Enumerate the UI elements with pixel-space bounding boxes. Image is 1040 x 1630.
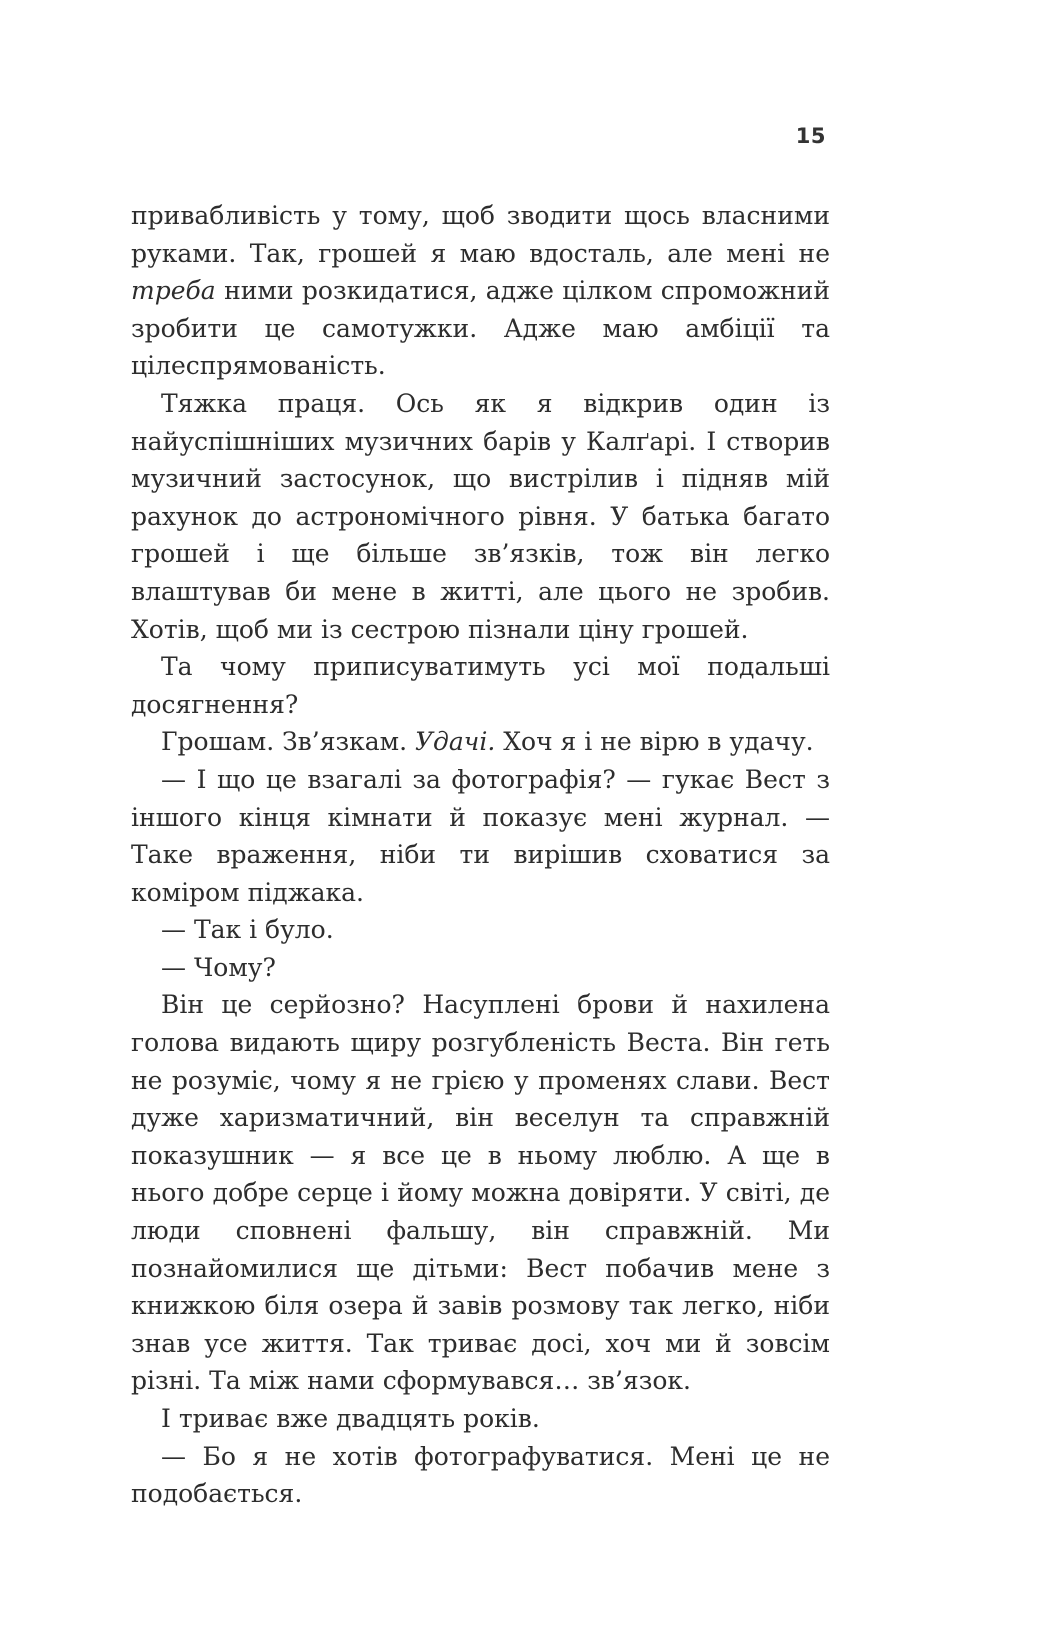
text-run: Та чому приписуватимуть усі мої подальші досягнення? (131, 652, 830, 719)
paragraph (131, 197, 830, 385)
paragraph (131, 949, 830, 987)
text-run: — Так і було. (161, 915, 334, 945)
body-text (131, 197, 830, 1513)
text-run: Він це серйозно? Насуплені брови й нахилена голова видають щиру розгубленість Веста. Він геть не розуміє, чому я не грією у променях слави. Вест дуже харизматичний, він веселун та справжній показушник — я все це в ньому люблю. А ще в нього добре серце і йому можна довіряти. У світі, де люди сповнені фальшу, він справжній. Ми познайомилися ще дітьми: Вест побачив мене з книжкою біля озера й завів розмову так легко, ніби знав усе життя. Так триває досі, хоч ми й зовсім різні. Та між нами сформувався… зв’язок. (131, 990, 830, 1396)
paragraph (131, 911, 830, 949)
paragraph (131, 723, 830, 761)
text-run: Грошам. Зв’язкам. (161, 727, 415, 757)
text-run: ними розкидатися, адже цілком спроможний зробити це самотужки. Адже маю амбіції та цілеспрямованість. (131, 276, 830, 381)
text-run: — Бо я не хотів фотографуватися. Мені це не подобається. (131, 1441, 830, 1509)
text-run: — І що це взагалі за фотографія? — гукає Вест з іншого кінця кімнати й показує мені журнал. — Таке враження, ніби ти вирішив сховатися за коміром піджака. (131, 764, 830, 907)
text-run: І триває вже двадцять років. (161, 1404, 540, 1433)
paragraph (131, 761, 830, 911)
paragraph (131, 648, 830, 723)
paragraph (131, 986, 830, 1400)
text-run: Тяжка праця. Ось як я відкрив один із найуспішніших музичних барів у Калґарі. І створив музичний застосунок, що вистрілив і підняв мій рахунок до астрономічного рівня. У батька багато грошей і ще більше зв’язків, тож він легко влаштував би мене в житті, але цього не зробив. Хотів, щоб ми із сестрою пізнали ціну грошей. (131, 388, 830, 644)
paragraph (131, 385, 830, 648)
text-run: Хоч я і не вірю в удачу. (495, 727, 814, 757)
paragraph (131, 1438, 830, 1513)
page-number: 15 (795, 124, 826, 148)
italic-text: Удачі. (414, 727, 496, 757)
paragraph (131, 1400, 830, 1438)
text-run: привабливість у тому, щоб зводити щось власними руками. Так, грошей я маю вдосталь, але мені не (131, 201, 830, 268)
text-run: — Чому? (161, 952, 276, 982)
italic-text: треба (131, 276, 216, 306)
